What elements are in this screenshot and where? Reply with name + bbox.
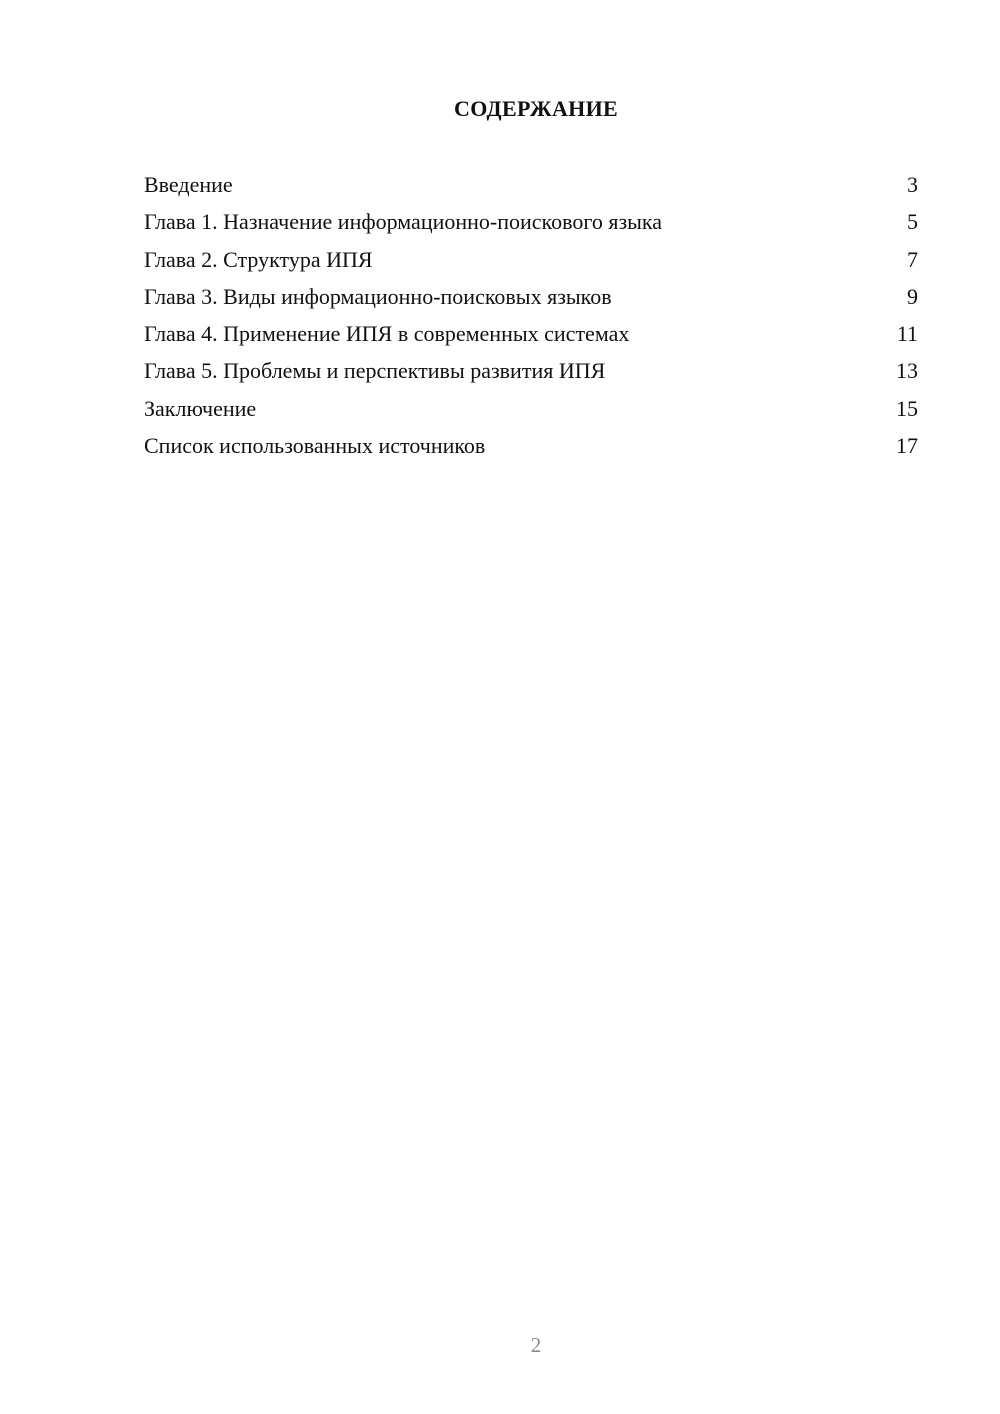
toc-entry-conclusion bbox=[144, 390, 918, 427]
toc-entry-label: Глава 1. Назначение информационно-поискового языка bbox=[144, 209, 663, 235]
toc-entry-label: Глава 5. Проблемы и перспективы развития ИПЯ bbox=[144, 358, 606, 384]
toc-entry-page: 3 bbox=[907, 172, 918, 197]
toc-entry-label: Глава 3. Виды информационно-поисковых языков bbox=[144, 283, 612, 309]
toc-entry-label: Введение bbox=[144, 172, 233, 197]
toc-entry-chapter-4 bbox=[144, 315, 918, 352]
toc-entry-page: 15 bbox=[896, 395, 918, 421]
toc-entry-label: Список использованных источников bbox=[144, 433, 486, 459]
toc-entry-page: 17 bbox=[896, 433, 918, 459]
toc-entry-page: 9 bbox=[907, 283, 918, 309]
toc-entry-chapter-1 bbox=[144, 203, 918, 240]
toc-entry-chapter-5 bbox=[144, 352, 918, 389]
toc-entry-page: 11 bbox=[896, 321, 918, 347]
toc-entry-page: 5 bbox=[907, 209, 918, 235]
toc-entry-page: 13 bbox=[896, 358, 918, 384]
toc-entry-page: 7 bbox=[907, 246, 918, 272]
toc-title: СОДЕРЖАНИЕ bbox=[454, 96, 618, 121]
toc-entry-label: Глава 2. Структура ИПЯ bbox=[144, 246, 373, 272]
toc-entry-chapter-3 bbox=[144, 278, 918, 315]
toc-entry-references bbox=[144, 427, 918, 464]
toc-entry-label: Заключение bbox=[144, 395, 257, 421]
toc-entry-label: Глава 4. Применение ИПЯ в современных системах bbox=[144, 321, 630, 347]
toc-entry-chapter-2 bbox=[144, 241, 918, 278]
table-of-contents bbox=[144, 166, 918, 464]
toc-entry-introduction bbox=[144, 166, 918, 203]
page-number: 2 bbox=[530, 1333, 542, 1357]
